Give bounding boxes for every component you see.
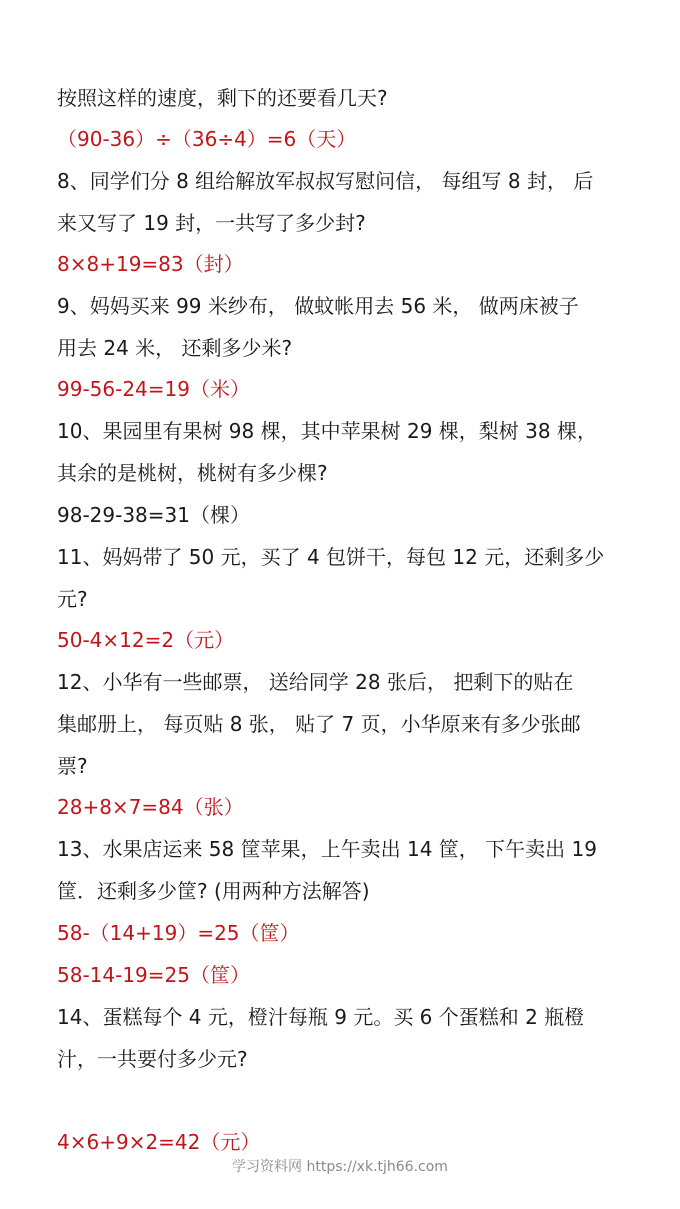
question-8-line-1: 8、同学们分 8 组给解放军叔叔写慰问信， 每组写 8 封， 后 [57,169,594,193]
answer-13-method-2: 58-14-19=25（筐） [57,963,250,987]
question-9-line-1: 9、妈妈买来 99 米纱布， 做蚊帐用去 56 米， 做两床被子 [57,294,579,318]
question-13-line-1: 13、水果店运来 58 筐苹果，上午卖出 14 筐， 下午卖出 19 [57,837,597,861]
answer-11: 50-4×12=2（元） [57,628,235,652]
question-13-line-2: 筐．还剩多少筐? (用两种方法解答) [57,879,370,903]
question-12-line-1: 12、小华有一些邮票， 送给同学 28 张后， 把剩下的贴在 [57,670,574,694]
question-10-line-2: 其余的是桃树，桃树有多少棵? [57,461,328,485]
question-8-line-2: 来又写了 19 封，一共写了多少封? [57,211,366,235]
question-9-line-2: 用去 24 米， 还剩多少米? [57,336,293,360]
question-11-line-1: 11、妈妈带了 50 元，买了 4 包饼干，每包 12 元，还剩多少 [57,545,605,569]
answer-10: 98-29-38=31（棵） [57,503,250,527]
footer-watermark: 学习资料网 https://xk.tjh66.com [232,1159,448,1175]
question-10-line-1: 10、果园里有果树 98 棵，其中苹果树 29 棵，梨树 38 棵， [57,419,597,443]
answer-9: 99-56-24=19（米） [57,377,250,401]
question-11-line-2: 元? [57,587,88,611]
question-12-line-2: 集邮册上， 每页贴 8 张， 贴了 7 页，小华原来有多少张邮 [57,712,581,736]
answer-text: （90-36）÷（36÷4）=6（天） [57,127,357,151]
question-14-line-2: 汁，一共要付多少元? [57,1047,248,1071]
question-14-line-1: 14、蛋糕每个 4 元，橙汁每瓶 9 元。买 6 个蛋糕和 2 瓶橙 [57,1005,585,1029]
question-12-line-3: 票? [57,754,88,778]
answer-13-method-1: 58-（14+19）=25（筐） [57,921,300,945]
question-text: 按照这样的速度，剩下的还要看几天? [57,86,388,110]
answer-8: 8×8+19=83（封） [57,252,244,276]
answer-12: 28+8×7=84（张） [57,795,244,819]
answer-14: 4×6+9×2=42（元） [57,1130,261,1154]
